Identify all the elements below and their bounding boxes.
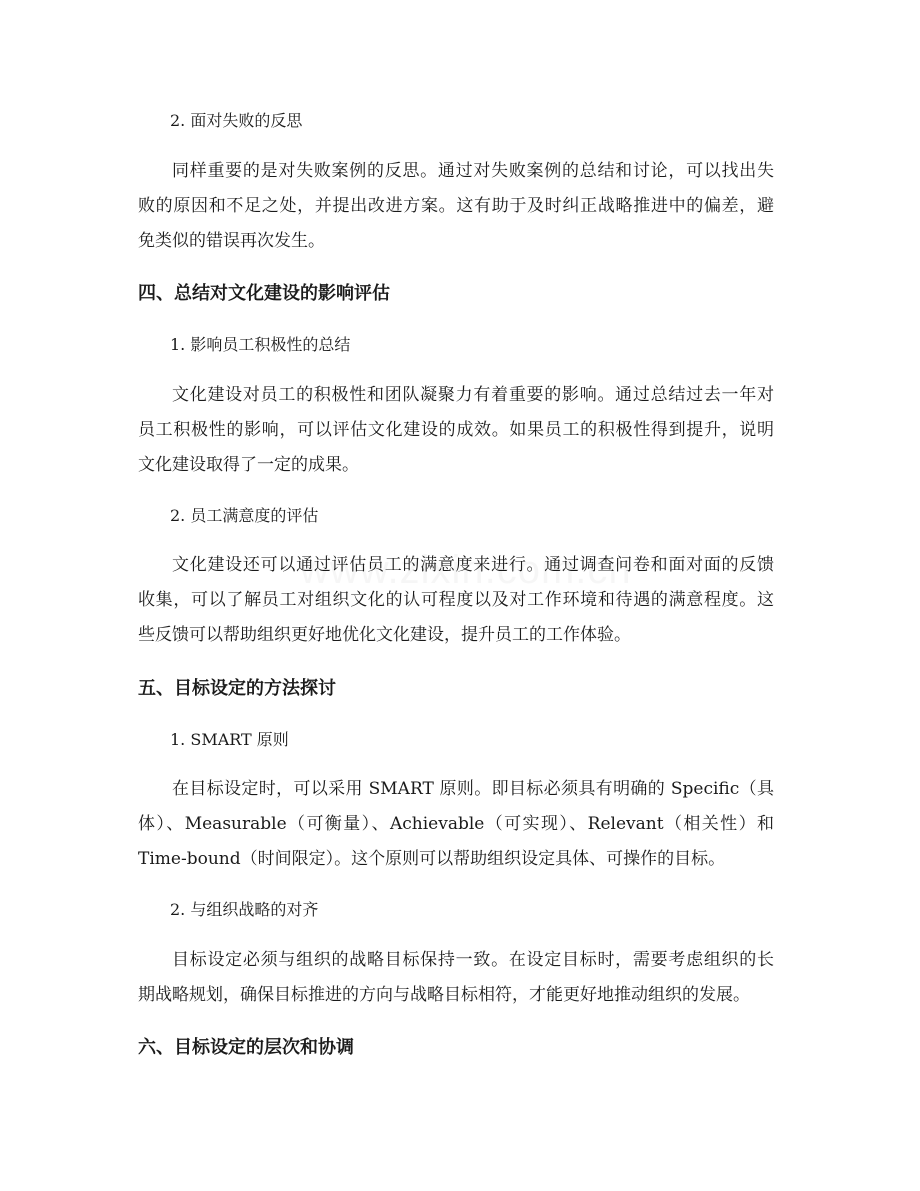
paragraph-employee-motivation [0,378,774,483]
paragraph-line: 些反馈可以帮助组织更好地优化文化建设，提升员工的工作体验。 [138,625,631,645]
paragraph-line: 免类似的错误再次发生。 [138,231,325,251]
paragraph-line: Time-bound（时间限定）。这个原则可以帮助组织设定具体、可操作的目标。 [138,849,726,869]
paragraph-line: 期战略规划，确保目标推进的方向与战略目标相符，才能更好地推动组织的发展。 [138,985,750,1005]
subheading-employee-satisfaction: 2. 员工满意度的评估 [170,506,319,525]
subheading-employee-motivation: 1. 影响员工积极性的总结 [170,335,351,354]
paragraph-strategy-alignment [0,943,774,1013]
paragraph-line: 文化建设取得了一定的成果。 [138,455,359,475]
paragraph-line: 在目标设定时，可以采用 SMART 原则。即目标必须具有明确的 Specific（具 [172,779,774,799]
paragraph-line: 文化建设对员工的积极性和团队凝聚力有着重要的影响。通过总结过去一年对 [172,385,774,405]
subheading-smart-principle: 1. SMART 原则 [170,730,289,749]
paragraph-line: 败的原因和不足之处，并提出改进方案。这有助于及时纠正战略推进中的偏差，避 [138,196,774,216]
subheading-strategy-alignment: 2. 与组织战略的对齐 [170,900,319,919]
paragraph-line: 收集，可以了解员工对组织文化的认可程度以及对工作环境和待遇的满意程度。这 [138,590,774,610]
paragraph-line: 同样重要的是对失败案例的反思。通过对失败案例的总结和讨论，可以找出失 [172,161,774,181]
paragraph-failure-reflection [0,154,774,259]
section-heading-4: 四、总结对文化建设的影响评估 [138,283,390,304]
subheading-failure-reflection: 2. 面对失败的反思 [170,111,303,130]
paragraph-smart-principle [0,772,774,877]
paragraph-line: 体）、Measurable（可衡量）、Achievable（可实现）、Relevant（相关性）和 [138,814,774,834]
paragraph-line: 目标设定必须与组织的战略目标保持一致。在设定目标时，需要考虑组织的长 [172,950,774,970]
paragraph-line: 员工积极性的影响，可以评估文化建设的成效。如果员工的积极性得到提升，说明 [138,420,774,440]
paragraph-employee-satisfaction [0,548,774,653]
section-heading-6: 六、目标设定的层次和协调 [138,1037,354,1058]
paragraph-line: 文化建设还可以通过评估员工的满意度来进行。通过调查问卷和面对面的反馈 [172,555,774,575]
section-heading-5: 五、目标设定的方法探讨 [138,678,336,699]
